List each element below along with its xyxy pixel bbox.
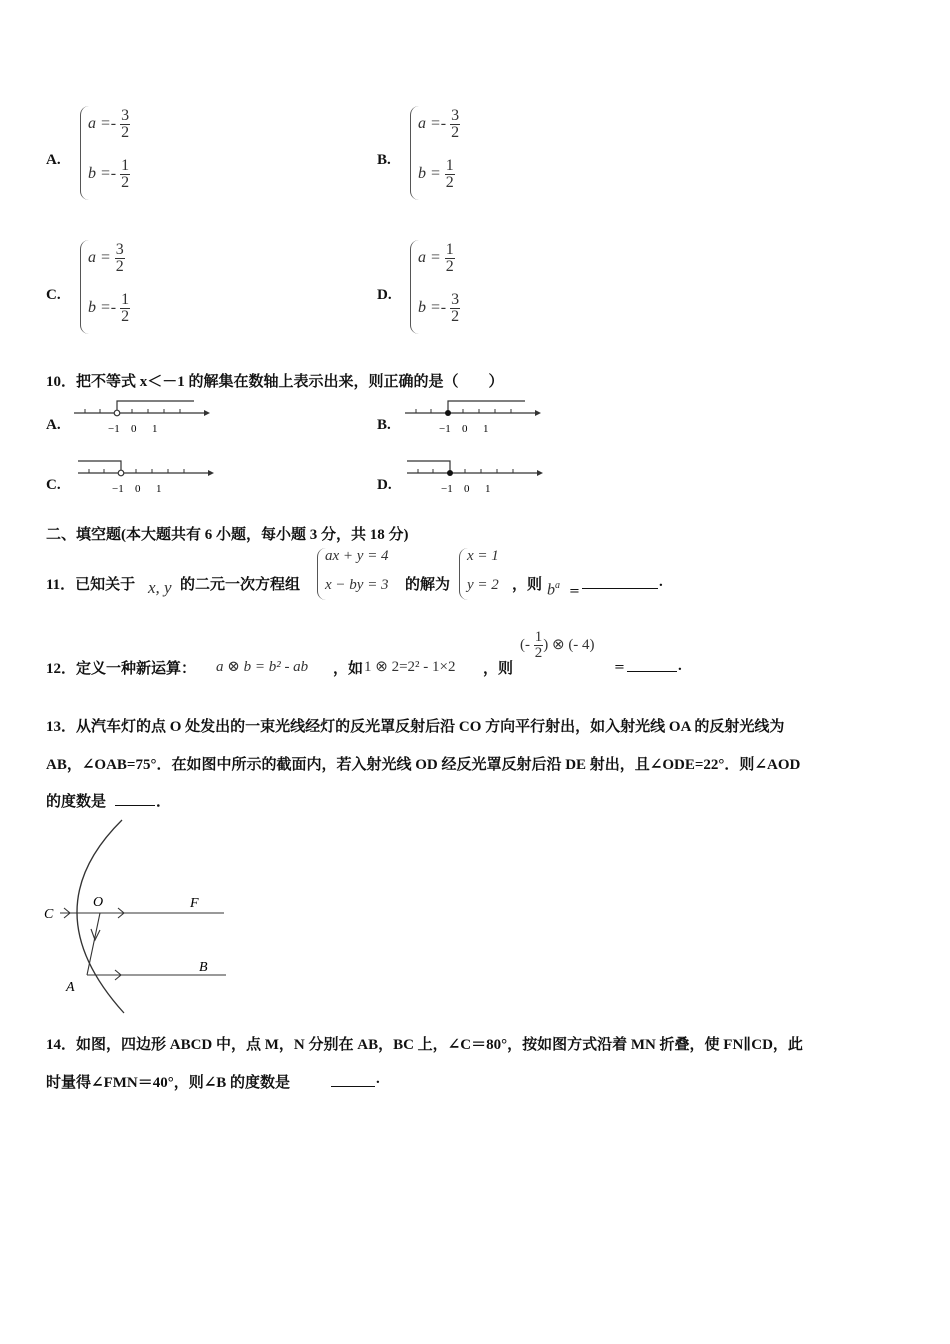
q14-answer-blank[interactable] xyxy=(331,1072,375,1087)
q12-mid2: ，则 xyxy=(483,661,514,677)
tick-label: −1 xyxy=(108,423,120,435)
q12-prefix: 12．定义一种新运算： xyxy=(46,661,197,677)
point-f-label: F xyxy=(190,896,199,911)
tick-label: 1 xyxy=(483,423,489,435)
option-d-label: D. xyxy=(377,287,392,303)
q12-definition: a ⊗ b = b² - ab xyxy=(216,659,309,675)
number-line-b xyxy=(401,396,541,436)
q14-line1: 14．如图，四边形 ABCD 中，点 M，N 分别在 AB，BC 上，∠C＝80°，按如图方式沿着 MN 折叠，使 FN∥CD，此 xyxy=(46,1037,803,1053)
option-a-eq-b: b =- $\frac{1}{2}$ xyxy=(88,157,130,191)
number-line-c xyxy=(74,456,214,496)
tick-label: 0 xyxy=(464,483,470,495)
ray-oa xyxy=(87,913,100,975)
option-b-eq-a: a =- $\frac{3}{2}$ xyxy=(418,107,460,141)
tick-label: 0 xyxy=(462,423,468,435)
q12-expression: (- $\frac{1}{2}$ ) ⊗ (- 4) xyxy=(520,629,595,661)
q11-eq1: ax + y = 4 xyxy=(325,548,389,564)
q13-line2: AB，∠OAB=75°．在如图中所示的截面内，若入射光线 OD 经反光罩反射后沿 DE 射出，且∠ODE=22°．则∠AOD xyxy=(46,757,801,773)
q10-option-c-label: C. xyxy=(46,477,61,493)
point-c-label: C xyxy=(44,907,54,922)
q11-mid2: 的解为 xyxy=(405,577,451,593)
option-b-eq-b: b = $\frac{1}{2}$ xyxy=(418,157,454,191)
q13-answer-blank[interactable] xyxy=(115,791,155,806)
q12-end: . xyxy=(678,658,682,674)
number-line-a xyxy=(70,396,210,436)
q14-line2: 时量得∠FMN＝40°，则∠B 的度数是 xyxy=(46,1075,291,1091)
q12-example: 1 ⊗ 2=2² - 1×2 xyxy=(364,659,456,675)
tick-label: 1 xyxy=(156,483,162,495)
q11-sol1: x = 1 xyxy=(467,548,499,564)
option-a-label: A. xyxy=(46,152,61,168)
tick-label: 1 xyxy=(152,423,158,435)
option-b-label: B. xyxy=(377,152,391,168)
q11-end: . xyxy=(659,574,663,590)
reflector-curve xyxy=(77,820,124,1013)
q11-suffix: ，则 xyxy=(512,577,543,593)
q13-line1: 13．从汽车灯的点 O 处发出的一束光线经灯的反光罩反射后沿 CO 方向平行射出，如入射光线 OA 的反射光线为 xyxy=(46,719,785,735)
q10-option-d-label: D. xyxy=(377,477,392,493)
tick-label: −1 xyxy=(441,483,453,495)
q13-line3: 的度数是 xyxy=(46,794,107,810)
q11-vars: x, y xyxy=(148,578,172,597)
tick-label: 1 xyxy=(485,483,491,495)
q10-option-a-label: A. xyxy=(46,417,61,433)
reflector-diagram xyxy=(36,815,236,1020)
q11-prefix: 11．已知关于 xyxy=(46,577,136,593)
option-c-eq-a: a = $\frac{3}{2}$ xyxy=(88,241,124,275)
q12-mid: ，如 xyxy=(333,661,364,677)
point-b-label: B xyxy=(199,960,208,975)
q11-answer-blank[interactable] xyxy=(582,574,658,589)
tick-label: 0 xyxy=(131,423,137,435)
q11-mid: 的二元一次方程组 xyxy=(180,577,301,593)
q12-answer-blank[interactable] xyxy=(627,657,677,672)
q11-expr: $b^a$ xyxy=(547,580,560,599)
number-line-d xyxy=(403,456,543,496)
section-title: 二、填空题(本大题共有 6 小题，每小题 3 分，共 18 分) xyxy=(46,527,409,543)
q10-option-b-label: B. xyxy=(377,417,391,433)
q11-eq: = xyxy=(569,584,580,599)
tick-label: −1 xyxy=(112,483,124,495)
q14-end: . xyxy=(376,1071,380,1087)
q11-sol2: y = 2 xyxy=(467,577,499,593)
q13-end: ． xyxy=(156,794,172,810)
option-a-eq-a: a =- $\frac{3}{2}$ xyxy=(88,107,130,141)
point-o-label: O xyxy=(93,895,104,910)
q12-eq: = xyxy=(614,660,625,675)
tick-label: 0 xyxy=(135,483,141,495)
option-d-eq-a: a = $\frac{1}{2}$ xyxy=(418,241,454,275)
option-c-label: C. xyxy=(46,287,61,303)
q11-eq2: x − by = 3 xyxy=(325,577,389,593)
tick-label: −1 xyxy=(439,423,451,435)
q10-text: 10．把不等式 x＜－1 的解集在数轴上表示出来，则正确的是（ ） xyxy=(46,374,504,390)
option-c-eq-b: b =- $\frac{1}{2}$ xyxy=(88,291,130,325)
option-d-eq-b: b =- $\frac{3}{2}$ xyxy=(418,291,460,325)
point-a-label: A xyxy=(66,980,75,995)
